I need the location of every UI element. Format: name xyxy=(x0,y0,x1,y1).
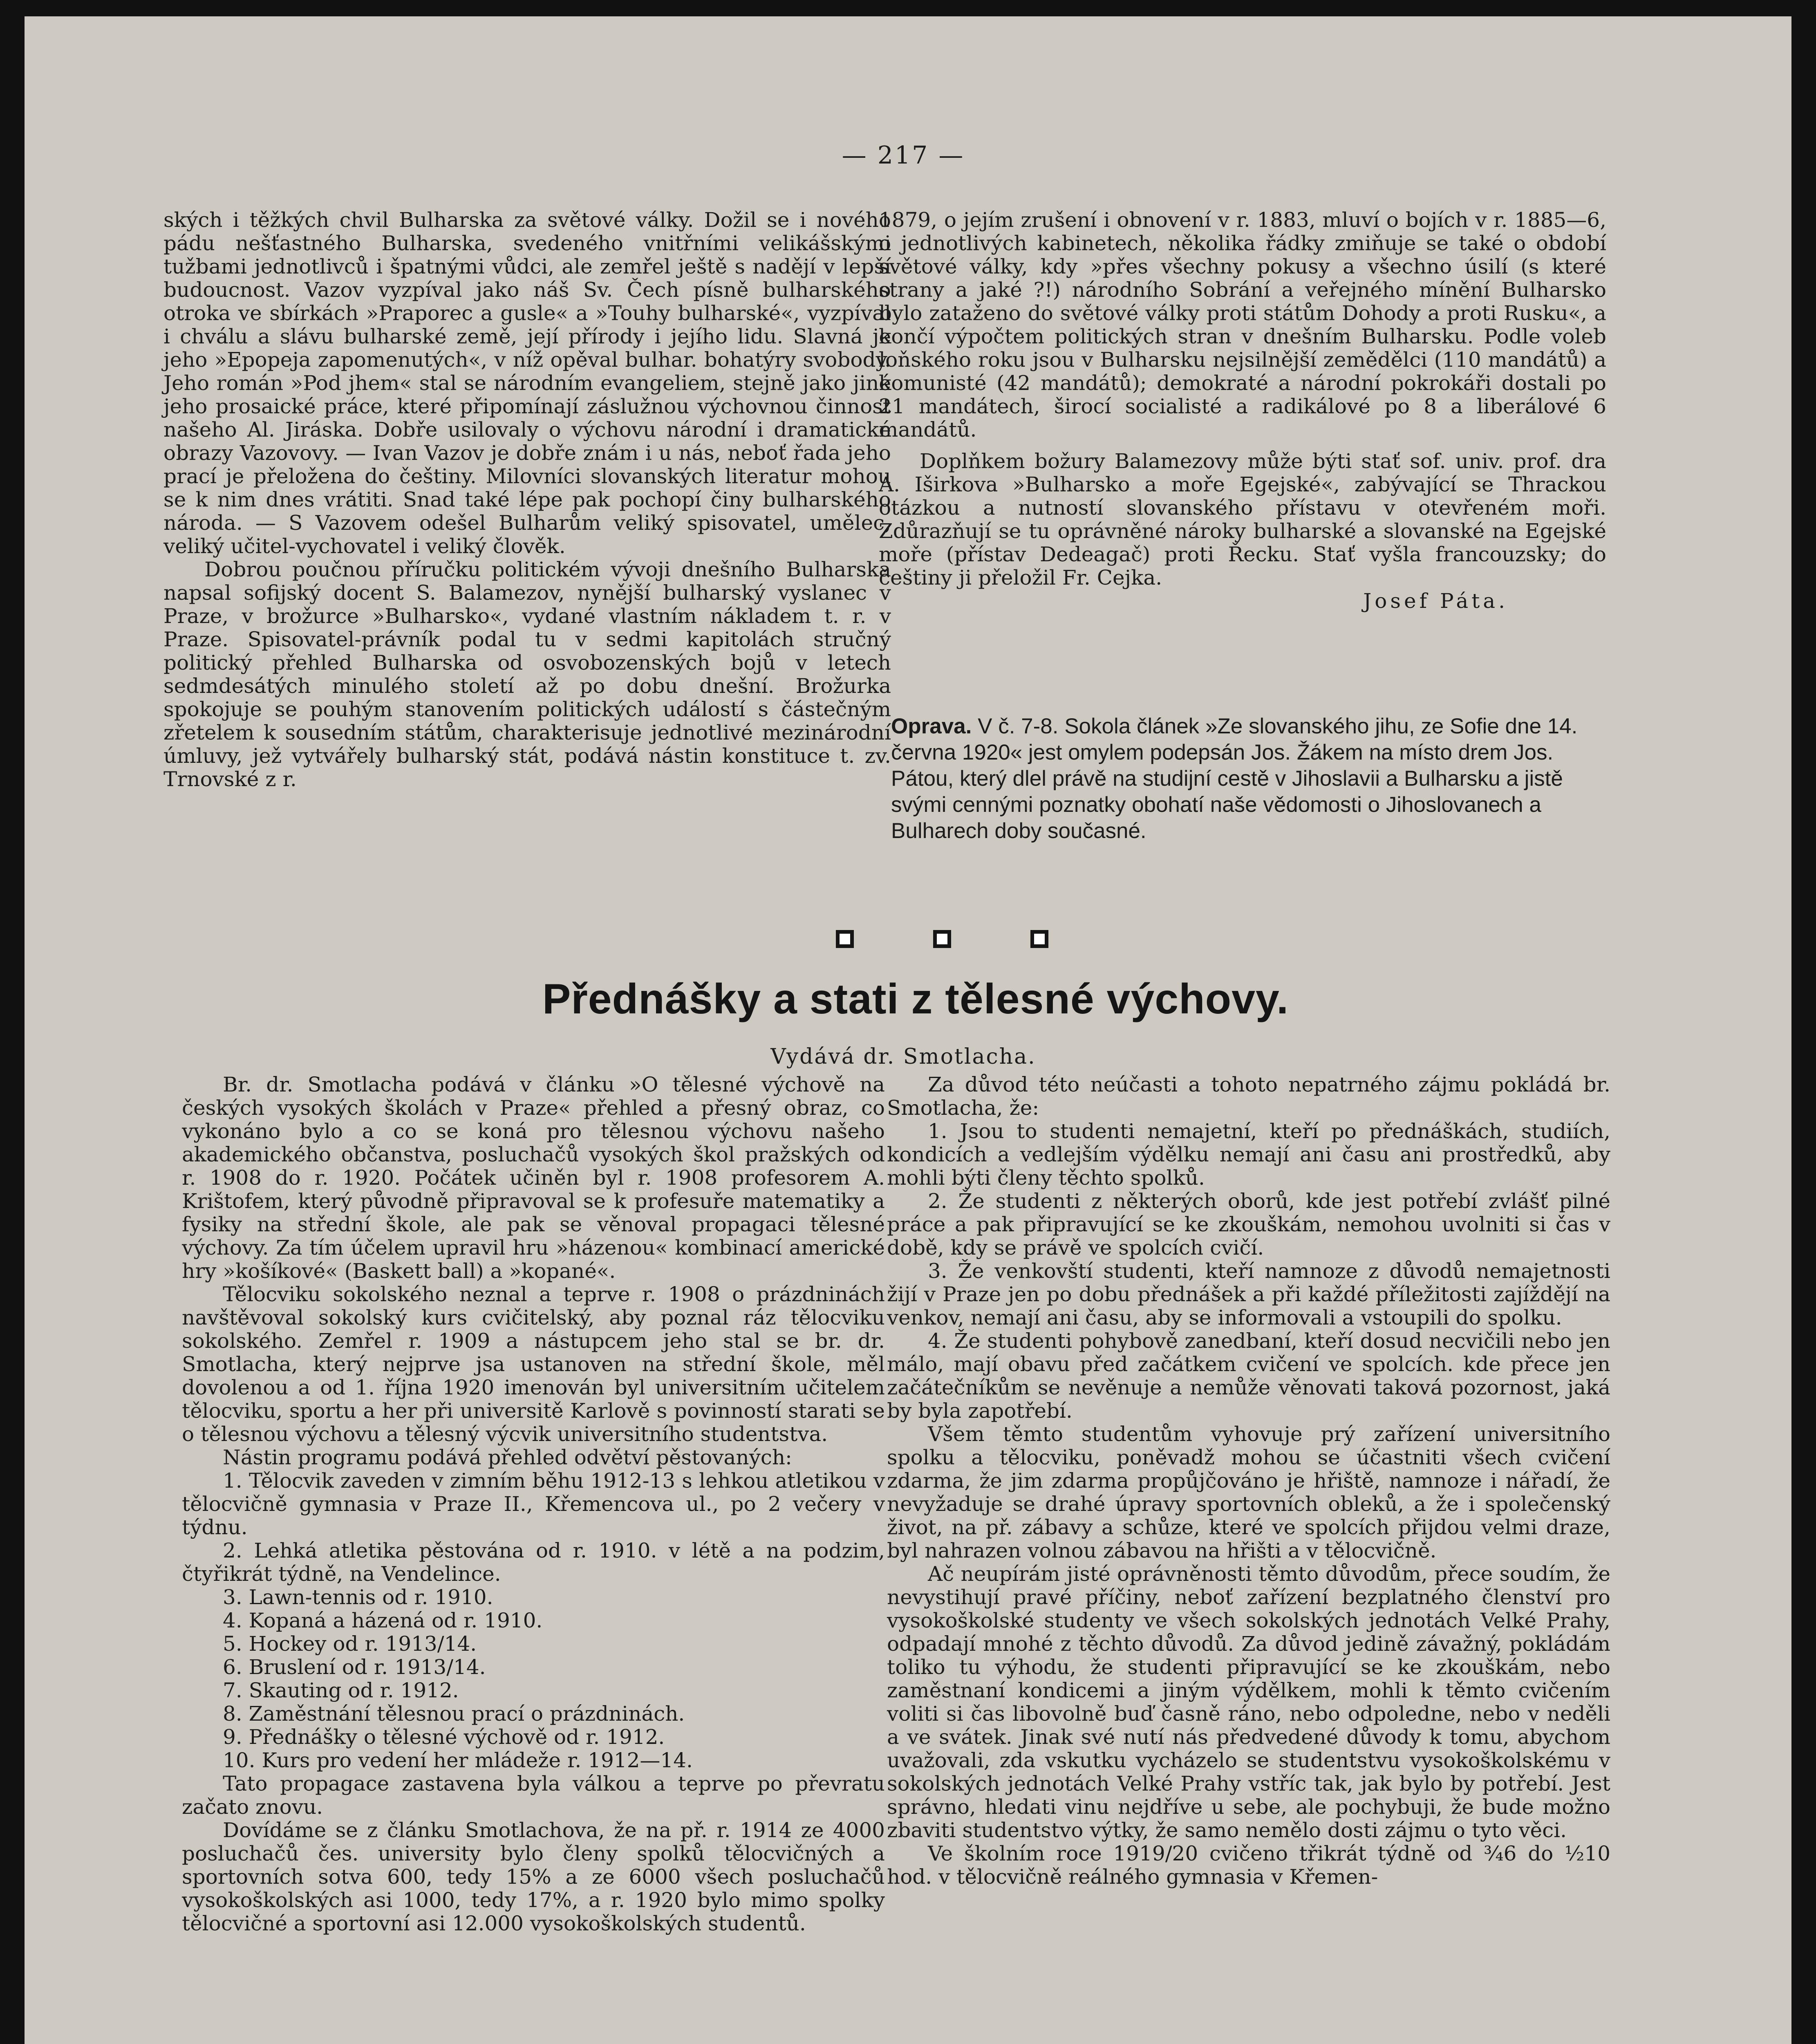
list-item: 4. Že studenti pohybově zanedbaní, kteří dosud necvičili nebo jen málo, mají obavu před začátkem cvičení ve spolcích. kde přece jen začátečníkům se nevěnuje a nemůže věnovati taková pozornost, jaká by byla zapotřebí. xyxy=(887,1329,1610,1423)
paragraph: Dobrou poučnou příručku politickém vývoji dnešního Bulharska napsal sofijský docent S. Balamezov, nynější bulharský vyslanec v Praze, v brožurce »Bulharsko«, vydané vlastním nákladem t. r. v Praze. Spisovatel-právník podal tu v sedmi kapitolách stručný politický přehled Bulharska od osvobozenských bojů v letech sedmdesátých minulého století až po dobu dnešní. Brožurka spokojuje se pouhým stanovením politických událostí s částečným zřetelem k sousedním státům, charakterisuje jednotlivé mezinárodní úmluvy, jež vytvářely bulharský stát, podává nástin konstituce t. zv. Trnovské z r. xyxy=(163,558,891,791)
list-item: 1. Jsou to studenti nemajetní, kteří po přednáškách, studiích, kondicích a vedlejším výdělku nemají ani času ani prostředků, aby mohli býti členy těchto spolků. xyxy=(887,1119,1610,1190)
paragraph: Ač neupírám jisté oprávněnosti těmto důvodům, přece soudím, že nevystihují pravé příčiny, neboť zařízení bezplatného členství pro vysokoškolské studenty ve všech sokolských jednotách Velké Prahy, odpadají mnohé z těchto důvodů. Za důvod jedině závažný, pokládám toliko tu výhodu, že studenti připravující se ke zkouškám, nebo zaměstnaní kondicemi a jiným výdělkem, mohli k těmto cvičením voliti si čas libovolně buď časně ráno, nebo odpoledne, nebo v neděli a ve svátek. Jinak své nutí nás předvedené důvody k tomu, abychom uvažovali, zda vskutku vycházelo se studentstvu vysokoškolskému v sokolských jednotách Velké Prahy vstříc tak, jak bylo by potřebí. Jest správno, hledati vinu nejdříve u sebe, ale pochybuji, že bude možno zbaviti studentstvo výtky, že samo nemělo dosti zájmu o tyto věci. xyxy=(887,1562,1610,1842)
square-ornament-icon xyxy=(836,930,854,948)
square-ornament-icon xyxy=(933,930,951,948)
paragraph: Nástin programu podává přehled odvětví pěstovaných: xyxy=(223,1446,792,1469)
square-ornament-icon xyxy=(1030,930,1048,948)
list-item: 8. Zaměstnání tělesnou prací o prázdninách. xyxy=(223,1702,685,1726)
paragraph: Za důvod této neúčasti a tohoto nepatrného zájmu pokládá br. Smotlacha, že: xyxy=(887,1073,1610,1120)
list-item: 1. Tělocvik zaveden v zimním běhu 1912-13 s lehkou atletikou v tělocvičně gymnasia v Praze II., Křemencova ul., po 2 večery v týdnu. xyxy=(182,1469,885,1539)
paragraph: ských i těžkých chvil Bulharska za světové války. Dožil se i nového pádu nešťastného Bulharska, svedeného vnitřními velikášskými tužbami jednotlivců i špatnými vůdci, ale zemřel ještě s nadějí v lepší budoucnost. Vazov vyzpíval jako náš Sv. Čech písně bulharského otroka ve sbírkách »Praporec a gusle« a »Touhy bulharské«, vyzpíval i chválu a slávu bulharské země, její přírody i jejího lidu. Slavná je jeho »Epopeja zapomenutých«, v níž opěval bulhar. bohatýry svobody. Jeho román »Pod jhem« stal se národním evangeliem, stejně jako jiné jeho prosaické práce, které připomínají záslužnou výchovnou činnost našeho Al. Jiráska. Dobře usilovaly o výchovu národní i dramatické obrazy Vazovovy. — Ivan Vazov je dobře znám i u nás, neboť řada jeho prací je přeložena do češtiny. Milovníci slovanských literatur mohou se k nim dnes vrátiti. Snad také lépe pak pochopí činy bulharského národa. — S Vazovem odešel Bulharům veliký spisovatel, umělec, veliký učitel-vychovatel i veliký člověk. xyxy=(163,208,891,558)
list-item: 3. Lawn-tennis od r. 1910. xyxy=(223,1585,493,1609)
list-item: 3. Že venkovští studenti, kteří namnoze z důvodů nemajetnosti žijí v Praze jen po dobu přednášek a při každé příležitosti zajíždějí na venkov, nemají ani času, aby se informovali a vstoupili do spolku. xyxy=(887,1259,1610,1329)
list-item: 5. Hockey od r. 1913/14. xyxy=(223,1632,477,1656)
correction-notice xyxy=(891,713,1606,844)
list-item: 9. Přednášky o tělesné výchově od r. 1912. xyxy=(223,1725,665,1749)
paragraph: Tělocviku sokolského neznal a teprve r. 1908 o prázdninách navštěvoval sokolský kurs cvičitelský, aby poznal ráz tělocviku sokolského. Zemřel r. 1909 a nástupcem jeho stal se br. dr. Smotlacha, který nejprve jsa ustanoven na střední škole, měl dovolenou a od 1. října 1920 imenován byl universitním učitelem tělocviku, sportu a her při universitě Karlově s povinností starati se o tělesnou výchovu a tělesný výcvik universitního studentstva. xyxy=(182,1282,885,1446)
page-number: — 217 — xyxy=(842,141,965,170)
article-right-column xyxy=(887,1073,1610,1889)
paragraph: Dovídáme se z článku Smotlachova, že na př. r. 1914 ze 4000 posluchačů čes. university bylo členy spolků tělocvičných a sportovních sotva 600, tedy 15% a ze 6000 všech posluchačů vysokoškolských asi 1000, tedy 17%, a r. 1920 bylo mimo spolky tělocvičné a sportovní asi 12.000 vysokoškolských studentů. xyxy=(182,1818,885,1935)
correction-label: Oprava. xyxy=(891,714,972,738)
scanned-page xyxy=(25,16,1791,2044)
paragraph: Br. dr. Smotlacha podává v článku »O tělesné výchově na českých vysokých školách v Praze« přehled a přesný obraz, co vykonáno bylo a co se koná pro tělesnou výchovu našeho akademického občanstva, posluchačů vysokých škol pražských od r. 1908 do r. 1920. Počátek učiněn byl r. 1908 profesorem A. Krištofem, který původně připravoval se k profesuře matematiky a fysiky na střední škole, ale pak se věnoval propagaci tělesné výchovy. Za tím účelem upravil hru »házenou« kombinací americké hry »košíkové« (Baskett ball) a »kopané«. xyxy=(182,1073,885,1283)
paragraph: Doplňkem božury Balamezovy může býti stať sof. univ. prof. dra A. Iširkova »Bulharsko a moře Egejské«, zabývající se Thrackou otázkou a nutností slovanského přístavu v otevřeném moři. Zdůrazňují se tu oprávněné nároky bulharské a slovanské na Egejské moře (přístav Dedeagač) proti Řecku. Stať vyšla francouzsky; do češtiny ji přeložil Fr. Cejka. xyxy=(879,449,1606,589)
program-list xyxy=(182,1469,885,1772)
correction-text: V č. 7-8. Sokola článek »Ze slovanského jihu, ze Sofie dne 14. června 1920« jest omylem podepsán Jos. Žákem na místo drem Jos. Pátou, který dlel právě na studijní cestě v Jihoslavii a Bulharsku a jistě svými cennými poznatky obohatí naše vědomosti o Jihoslovanech a Bulharech doby současné. xyxy=(891,714,1578,843)
list-item: 7. Skauting od r. 1912. xyxy=(223,1679,459,1702)
list-item: 4. Kopaná a házená od r. 1910. xyxy=(223,1609,543,1632)
paragraph: Všem těmto studentům vyhovuje prý zařízení universitního spolku a tělocviku, poněvadž mohou se účastniti všech cvičení zdarma, že jim zdarma propůjčováno je hřiště, namnoze i nářadí, že nevyžaduje se drahé úpravy sportovních obleků, a že i společenský život, na př. zábavy a schůze, které ve spolcích přijdou velmi draze, byl nahrazen volnou zábavou na hřišti a v tělocvičně. xyxy=(887,1422,1610,1562)
list-item: 2. Že studenti z některých oborů, kde jest potřebí zvlášť pilné práce a pak připravující se ke zkouškám, nemohou uvolniti si čas v době, kdy se právě ve spolcích cvičí. xyxy=(887,1189,1610,1260)
paragraph: Ve školním roce 1919/20 cvičeno třikrát týdně od ¾6 do ½10 hod. v tělocvičně reálného gymnasia v Křemen- xyxy=(887,1842,1610,1889)
list-item: 10. Kurs pro vedení her mládeže r. 1912—14. xyxy=(223,1748,693,1772)
vazov-article-continuation xyxy=(163,208,891,791)
author-signature: Josef Páta. xyxy=(1363,589,1508,613)
article-left-column xyxy=(182,1073,885,1935)
list-item: 6. Bruslení od r. 1913/14. xyxy=(223,1655,486,1679)
section-divider xyxy=(836,930,1048,948)
list-item: 2. Lehká atletika pěstována od r. 1910. v létě a na podzim, čtyřikrát týdně, na Vendelince. xyxy=(182,1539,885,1586)
article-byline: Vydává dr. Smotlacha. xyxy=(770,1044,1036,1069)
paragraph: 1879, o jejím zrušení i obnovení v r. 1883, mluví o bojích v r. 1885—6, o jednotlivých kabinetech, několika řádky zmiňuje se také o období světové války, kdy »přes všechny pokusy a všechno úsilí (s které strany a jaké ?!) národního Sobrání a veřejného mínění Bulharsko bylo zataženo do světové války proti státům Dohody a proti Rusku«, a končí výpočtem politických stran v dnešním Bulharsku. Podle voleb loňského roku jsou v Bulharsku nejsilnější zemědělci (110 mandátů) a komunisté (42 mandátů); demokraté a národní pokrokáři dostali po 21 mandátech, širocí socialisté a radikálové po 8 a liberálové 6 mandátů. xyxy=(879,208,1606,442)
balamezov-review-continuation xyxy=(879,208,1606,613)
paragraph: Tato propagace zastavena byla válkou a teprve po převratu začato znovu. xyxy=(182,1772,885,1819)
article-title: Přednášky a stati z tělesné výchovy. xyxy=(542,975,1289,1023)
